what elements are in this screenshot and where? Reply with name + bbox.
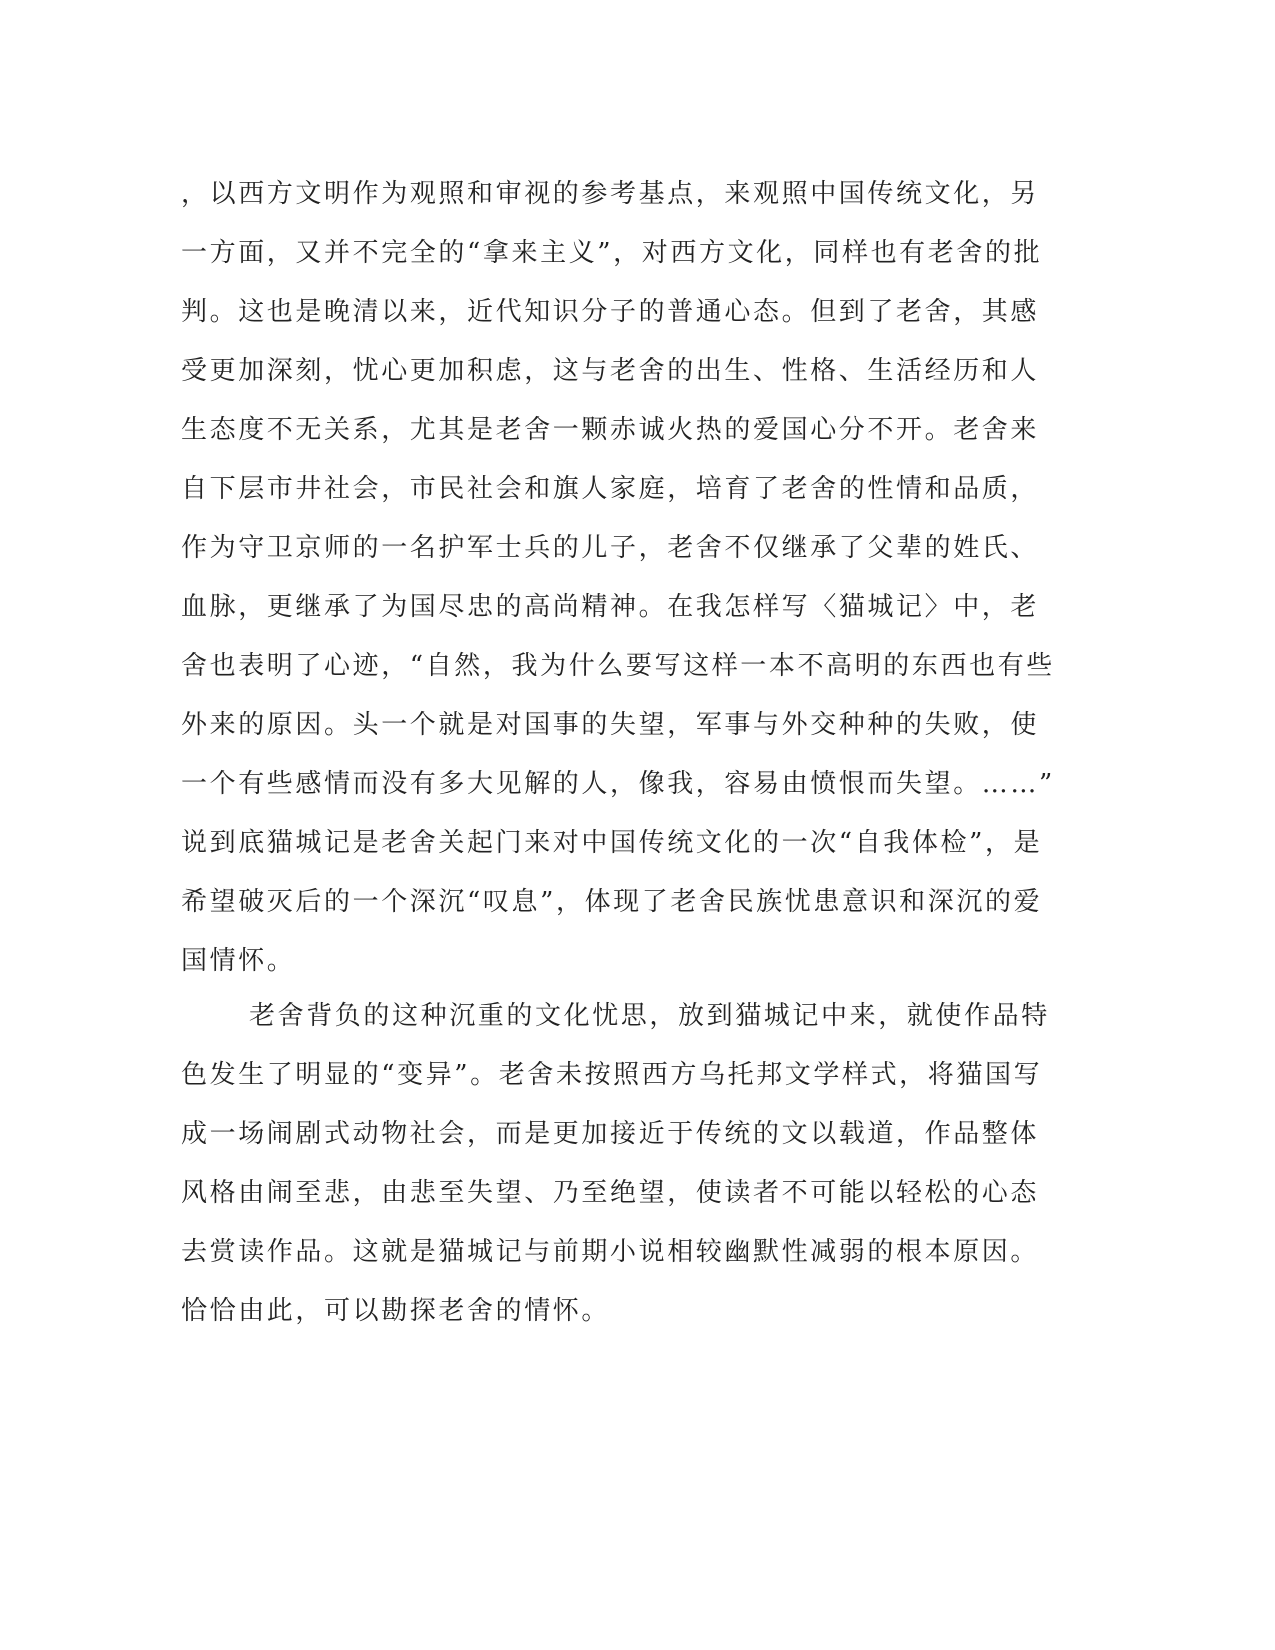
text-line: 一个有些感情而没有多大见解的人，像我，容易由愤恨而失望。……” bbox=[181, 769, 1055, 799]
text-line: 国情怀。 bbox=[181, 946, 296, 976]
text-line: ，以西方文明作为观照和审视的参考基点，来观照中国传统文化，另 bbox=[181, 179, 1040, 209]
text-line: 自下层市井社会，市民社会和旗人家庭，培育了老舍的性情和品质， bbox=[181, 474, 1040, 504]
text-line: 去赏读作品。这就是猫城记与前期小说相较幽默性减弱的根本原因。 bbox=[181, 1237, 1040, 1267]
paragraph-1 bbox=[181, 165, 1055, 991]
text-line: 说到底猫城记是老舍关起门来对中国传统文化的一次“自我体检”，是 bbox=[181, 828, 1043, 858]
text-line: 受更加深刻，忧心更加积虑，这与老舍的出生、性格、生活经历和人 bbox=[181, 356, 1040, 386]
text-line: 恰恰由此，可以勘探老舍的情怀。 bbox=[181, 1296, 611, 1326]
paragraph-2 bbox=[181, 987, 1050, 1341]
text-line: 舍也表明了心迹，“自然，我为什么要写这样一本不高明的东西也有些 bbox=[181, 651, 1055, 681]
text-line: 外来的原因。头一个就是对国事的失望，军事与外交种种的失败，使 bbox=[181, 710, 1040, 740]
text-line: 成一场闹剧式动物社会，而是更加接近于传统的文以载道，作品整体 bbox=[181, 1119, 1040, 1149]
text-line: 老舍背负的这种沉重的文化忧思，放到猫城记中来，就使作品特 bbox=[249, 1001, 1050, 1031]
text-line: 风格由闹至悲，由悲至失望、乃至绝望，使读者不可能以轻松的心态 bbox=[181, 1178, 1040, 1208]
text-line: 血脉，更继承了为国尽忠的高尚精神。在我怎样写〈猫城记〉中，老 bbox=[181, 592, 1040, 622]
text-line: 希望破灭后的一个深沉“叹息”，体现了老舍民族忧患意识和深沉的爱 bbox=[181, 887, 1043, 917]
text-line: 作为守卫京师的一名护军士兵的儿子，老舍不仅继承了父辈的姓氏、 bbox=[181, 533, 1040, 563]
text-line: 一方面，又并不完全的“拿来主义”，对西方文化，同样也有老舍的批 bbox=[181, 238, 1043, 268]
text-line: 生态度不无关系，尤其是老舍一颗赤诚火热的爱国心分不开。老舍来 bbox=[181, 415, 1040, 445]
text-line: 判。这也是晚清以来，近代知识分子的普通心态。但到了老舍，其感 bbox=[181, 297, 1040, 327]
text-line: 色发生了明显的“变异”。老舍未按照西方乌托邦文学样式，将猫国写 bbox=[181, 1060, 1043, 1090]
